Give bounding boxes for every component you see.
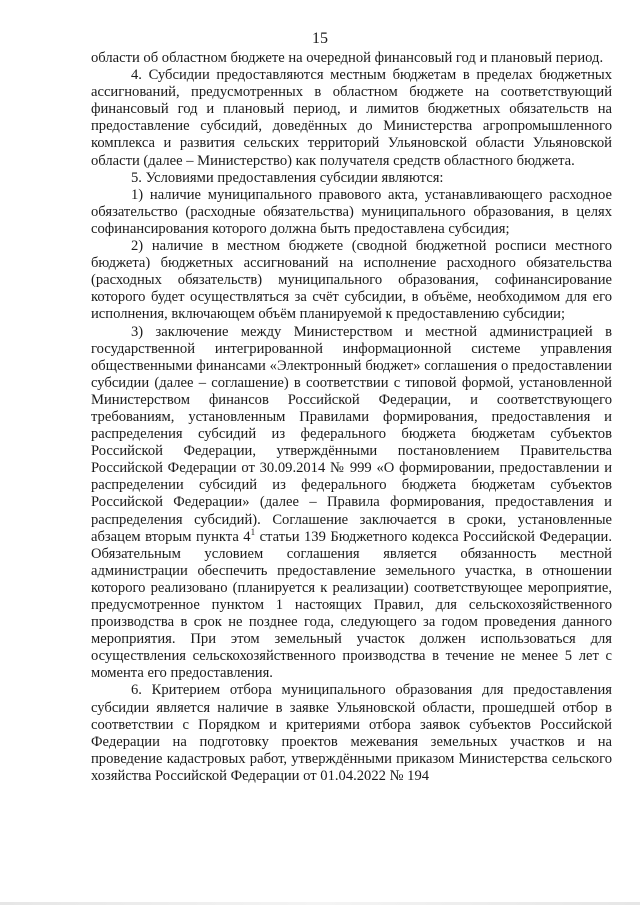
paragraph-condition-2: 2) наличие в местном бюджете (сводной бюджетной росписи местного бюджета) бюджетных ассигнований на исполнение расходного обязательства (расходных обязательств) муниципального образования, софинансирование которого будет осуществляться за счёт субсидии, в объёме, необходимом для его исполнения, включающем объём планируемой к предоставлению субсидии; xyxy=(91,238,612,323)
paragraph-condition-1: 1) наличие муниципального правового акта, устанавливающего расходное обязательство (расходные обязательства) муниципального образования, в целях софинансирования которого должна быть предоставлена субсидия; xyxy=(91,186,612,237)
page-number: 15 xyxy=(312,30,328,47)
condition-3-text-end: статьи 139 Бюджетного кодекса Российской Федерации. Обязательным условием соглашения является обязанность местной администрации обеспечить предоставление земельного участка, в отношении которого реализовано (планируется к реализации) соответствующее мероприятие, предусмотренное пунктом 1 настоящих Правил, для сельскохозяйственного производства в срок не позднее года, следующего за годом проведения данного мероприятия. При этом земельный участок должен использоваться для осуществления сельскохозяйственного производства в течение не менее 5 лет с момента его предоставления. xyxy=(91,528,613,682)
paragraph-item-5: 5. Условиями предоставления субсидии являются: xyxy=(131,169,444,186)
condition-3-text-start: 3) заключение между Министерством и местной администрацией в государственной интегрированной информационной системе управления общественными финансами «Электронный бюджет» соглашения о предоставлении субсидии (далее – соглашение) в соответствии с типовой формой, установленной Министерством финансов Российской Федерации, и соответствующего требованиям, установленным Правилами формирования, предоставления и распределения субсидий из федерального бюджета бюджетам субъектов Российской Федерации, утверждёнными постановлением Правительства Российской Федерации от 30.09.2014 № 999 «О формировании, предоставлении и распределении субсидий из федерального бюджета бюджетам субъектов Российской Федерации» (далее – Правила формирования, предоставления и распределения субсидий). Соглашение заключается в сроки, установленные абзацем вторым пункта 4 xyxy=(91,323,612,545)
superscript-marker: 1 xyxy=(250,526,256,537)
document-body xyxy=(91,50,612,785)
paragraph-continuation: области об областном бюджете на очередной финансовый год и плановый период. xyxy=(91,50,604,66)
paragraph-item-4: 4. Субсидии предоставляются местным бюджетам в пределах бюджетных ассигнований, предусмотренных в областном бюджете на соответствующий финансовый год и плановый период, и лимитов бюджетных обязательств на предоставление субсидий, доведённых до Министерства агропромышленного комплекса и развития сельских территорий Ульяновской области Ульяновской области (далее – Министерство) как получателя средств областного бюджета. xyxy=(91,67,612,169)
paragraph-item-6: 6. Критерием отбора муниципального образования для предоставления субсидии является наличие в заявке Ульяновской области, прошедшей отбор в соответствии с Порядком и критериями отбора заявок субъектов Российской Федерации на подготовку проектов межевания земельных участков и на проведение кадастровых работ, утверждёнными приказом Министерства сельского хозяйства Российской Федерации от 01.04.2022 № 194 xyxy=(91,682,612,784)
paragraph-condition-3 xyxy=(91,324,612,683)
